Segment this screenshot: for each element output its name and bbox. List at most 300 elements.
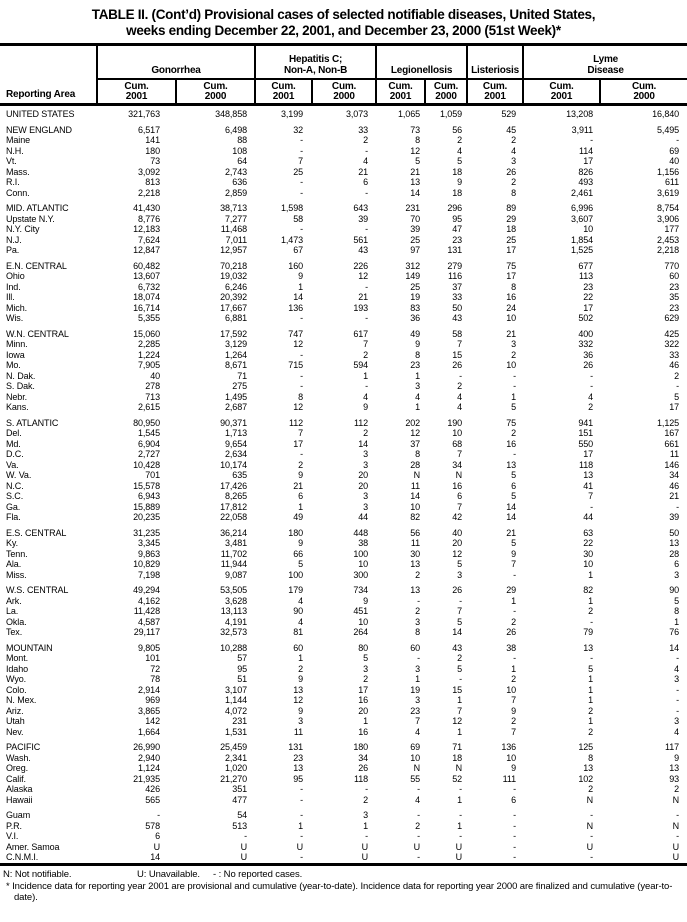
value-cell: - [513,820,517,831]
value-cell: 550 [578,438,594,449]
value-cell: 28 [410,459,421,470]
subcolumn-header-year: 2000 [435,91,457,102]
value-cell: 4 [457,145,463,156]
value-cell: - [300,187,304,198]
value-cell: 226 [353,260,369,271]
table-row [0,245,687,256]
reporting-area-cell: Ohio [6,271,25,281]
value-cell: 9 [511,548,517,559]
value-cell: 113 [578,271,594,281]
value-cell: 10 [506,752,517,763]
reporting-area-cell: Fla. [6,512,21,522]
column-group-label-line: Listeriosis [471,64,519,76]
value-cell: 7 [457,705,463,716]
reporting-area-cell: Kans. [6,402,29,412]
value-cell: 49,294 [133,585,160,595]
value-cell: 677 [578,260,594,271]
value-cell: 11 [293,726,304,737]
column-group-label-line: Hepatitis C; [288,54,343,65]
value-cell: 2 [588,606,594,616]
value-cell: 14 [410,187,421,198]
value-cell: 9 [415,339,421,349]
reporting-area-cell: E.N. CENTRAL [6,260,67,271]
table-row [0,167,687,178]
column-group-header [467,45,523,80]
table-row [0,512,687,523]
value-cell: 5 [457,559,463,569]
value-cell: 33 [358,124,369,135]
value-cell: 79 [583,627,594,637]
value-cell: 3,107 [224,684,248,695]
reporting-area-cell: Ga. [6,501,21,512]
value-cell: 45 [506,124,517,135]
reporting-area-cell: Mich. [6,302,28,313]
value-cell: 2 [363,674,369,684]
value-cell: 3 [363,449,369,459]
value-cell: 131 [447,245,463,255]
value-cell: 9 [363,402,369,412]
value-cell: 1,664 [137,726,160,737]
value-cell: 8,671 [224,360,248,370]
value-cell: 1,531 [224,726,248,737]
table-row [0,596,687,607]
value-cell: 13 [410,585,421,595]
value-cell: 2,687 [224,402,248,412]
value-cell: 146 [664,459,680,470]
value-cell: 5,355 [137,313,160,323]
reporting-area-cell: Vt. [6,156,17,166]
reporting-area-cell: Idaho [6,663,29,674]
value-cell: 23 [410,705,421,716]
value-cell: U [240,841,248,852]
value-cell: 67 [293,245,304,255]
subcolumn-header [255,79,312,105]
value-cell: 2 [298,663,304,674]
value-cell: 1,156 [657,166,680,177]
value-cell: 10 [506,684,517,695]
value-cell: 296 [447,203,463,213]
reporting-area-cell: Hawaii [6,794,33,805]
column-group-label-line: Non-A, Non-B [283,64,348,76]
value-cell: 117 [664,742,680,752]
table-row [0,643,687,654]
value-cell: 167 [664,428,680,438]
value-cell: - [365,281,369,292]
table-row [0,402,687,413]
value-cell: - [300,831,304,841]
disease-table [0,43,687,866]
value-cell: 22 [583,292,594,302]
value-cell: 4,587 [137,616,160,627]
value-cell: - [300,794,304,805]
table-row [0,261,687,272]
column-group-label-line: Gonorrhea [151,64,201,76]
value-cell: 9 [298,705,304,716]
subcolumn-header-cum: Cum. [388,81,413,92]
value-cell: 80,950 [133,417,160,428]
value-cell: 9 [298,470,304,480]
value-cell: N [586,794,594,805]
value-cell: 12 [452,548,463,559]
value-cell: 12 [410,145,421,156]
value-cell: 1,473 [280,234,304,245]
reporting-area-cell: Ind. [6,281,21,292]
value-cell: 13,113 [220,606,248,616]
value-cell: 4 [511,145,517,156]
value-cell: 34 [358,752,369,763]
value-cell: 2 [511,177,517,187]
value-cell: - [365,784,369,794]
value-cell: 47 [452,224,463,234]
value-cell: 52 [452,773,463,784]
value-cell: 3 [674,569,680,580]
table-row [0,460,687,471]
value-cell: 451 [353,606,369,616]
value-cell: 8,776 [137,213,160,224]
value-cell: N [413,470,421,480]
value-cell: 160 [288,260,304,271]
value-cell: 14 [150,852,160,862]
value-cell: 10 [583,224,594,234]
value-cell: 20 [358,705,369,716]
reporting-area-cell: Wash. [6,752,31,763]
value-cell: 71 [237,370,248,381]
value-cell: - [365,145,369,156]
value-cell: 2,859 [224,187,248,198]
value-cell: 9 [298,271,304,281]
value-cell: 3,199 [280,109,304,119]
table-row [0,350,687,361]
value-cell: U [455,852,463,862]
value-cell: 118 [353,773,369,784]
table-row [0,502,687,513]
value-cell: 18 [452,752,463,763]
value-cell: 4 [415,726,421,737]
value-cell: 12,183 [133,224,160,234]
value-cell: 5 [511,538,517,548]
value-cell: 26 [358,763,369,773]
value-cell: 561 [353,234,369,245]
value-cell: 10,829 [133,559,160,569]
value-cell: 13 [293,684,304,695]
value-cell: 20 [358,470,369,480]
value-cell: 6 [363,177,369,187]
value-cell: 60,482 [133,260,160,271]
value-cell: 7 [457,449,463,459]
value-cell: 3,619 [657,187,680,198]
table-row [0,392,687,403]
reporting-area-cell: N. Mex. [6,695,37,705]
value-cell: 3 [415,695,421,705]
table-row [0,224,687,235]
table-row [0,339,687,350]
value-cell: 2 [457,135,463,145]
value-cell: - [459,784,463,794]
value-cell: 643 [353,203,369,213]
value-cell: 38 [506,642,517,653]
table-row [0,795,687,806]
value-cell: 16 [358,726,369,737]
value-cell: 1 [588,695,594,705]
subcolumn-header-cum: Cum. [631,81,657,92]
value-cell: 23 [410,360,421,370]
value-cell: 95 [293,773,304,784]
value-cell: 57 [237,653,248,663]
value-cell: 112 [288,417,304,428]
table-row [0,821,687,832]
reporting-area-cell: Mont. [6,653,29,663]
value-cell: 50 [669,527,680,538]
value-cell: 264 [353,627,369,637]
value-cell: 4,162 [137,595,160,606]
value-cell: 70,218 [220,260,248,271]
value-cell: 19 [410,292,421,302]
value-cell: - [676,653,680,663]
value-cell: 2,743 [224,166,248,177]
value-cell: 26 [506,166,517,177]
value-cell: U [361,841,369,852]
value-cell: 71 [452,742,463,752]
value-cell: 58 [452,328,463,339]
value-cell: 23 [583,281,594,292]
value-cell: 275 [232,381,248,391]
value-cell: - [676,135,680,145]
value-cell: 41,430 [133,203,160,213]
value-cell: 5 [674,391,680,402]
value-cell: 13,208 [566,109,594,119]
value-cell: - [513,841,517,852]
reporting-area-cell: Md. [6,438,21,449]
value-cell: 29 [506,213,517,224]
value-cell: 713 [145,391,160,402]
value-cell: 1 [588,674,594,684]
value-cell: 969 [145,695,160,705]
value-cell: 39 [410,224,421,234]
table-row [0,125,687,136]
value-cell: 82 [410,512,421,522]
legend-line [3,869,687,880]
value-cell: 3 [415,616,421,627]
reporting-area-cell: E.S. CENTRAL [6,527,67,538]
value-cell: 73 [410,124,421,135]
table-row [0,188,687,199]
value-cell: - [300,224,304,234]
reporting-area-cell: P.R. [6,820,22,831]
value-cell: - [459,674,463,684]
value-cell: 10 [410,501,421,512]
value-cell: - [417,810,421,820]
reporting-area-cell: La. [6,606,19,616]
value-cell: 131 [288,742,304,752]
value-cell: 1 [363,370,369,381]
subcolumn-header-year: 2001 [125,91,148,102]
value-cell: N [586,820,594,831]
table-row [0,831,687,842]
value-cell: 7 [588,491,594,501]
value-cell: 2 [415,820,421,831]
value-cell: - [513,810,517,820]
value-cell: 100 [353,548,369,559]
value-cell: 95 [452,213,463,224]
value-cell: 12 [293,402,304,412]
value-cell: 36 [583,349,594,360]
subcolumn-header [376,79,425,105]
reporting-area-cell: NEW ENGLAND [6,124,72,135]
table-row [0,716,687,727]
table-row [0,753,687,764]
value-cell: 15,060 [133,328,160,339]
value-cell: 22 [583,538,594,548]
value-cell: U [455,841,463,852]
value-cell: 60 [669,271,680,281]
value-cell: - [676,831,680,841]
value-cell: 8 [511,187,517,198]
value-cell: 180 [145,145,160,156]
value-cell: - [300,177,304,187]
value-cell: 10,174 [220,459,248,470]
value-cell: 20 [452,538,463,548]
value-cell: 17,667 [220,302,248,313]
value-cell: 63 [583,527,594,538]
value-cell: U [296,841,304,852]
value-cell: 17 [506,271,517,281]
value-cell: 3 [457,569,463,580]
reporting-area-cell: Miss. [6,569,27,580]
value-cell: 3 [415,381,421,391]
subcolumn-header [523,79,600,105]
reporting-area-cell: D.C. [6,449,24,459]
value-cell: 4 [674,663,680,674]
value-cell: 35 [669,292,680,302]
value-cell: 73 [150,156,160,166]
value-cell: 50 [452,302,463,313]
value-cell: 701 [145,470,160,480]
table-row [0,810,687,821]
sub-header-row [0,79,687,105]
reporting-area-cell: Colo. [6,684,27,695]
table-row [0,727,687,738]
value-cell: 3 [363,491,369,501]
value-cell: 54 [237,810,248,820]
value-cell: 16 [506,292,517,302]
value-cell: 7 [457,339,463,349]
value-cell: 111 [502,773,517,784]
value-cell: - [590,616,594,627]
value-cell: 4 [298,595,304,606]
value-cell: 3 [363,459,369,470]
value-cell: 9 [511,705,517,716]
value-cell: 4 [363,156,369,166]
value-cell: 9 [363,595,369,606]
value-cell: 7 [511,726,517,737]
table-row [0,470,687,481]
table-row [0,203,687,214]
value-cell: 78 [150,674,160,684]
subcolumn-header-cum: Cum. [331,81,357,92]
value-cell: U [672,841,680,852]
value-cell: 136 [288,302,304,313]
value-cell: 9,654 [224,438,248,449]
value-cell: 4,072 [224,705,248,716]
reporting-area-cell: Okla. [6,616,27,627]
value-cell: - [590,852,594,862]
subcolumn-header [600,79,687,105]
value-cell: 4 [415,391,421,402]
table-header [0,45,687,105]
value-cell: 17 [506,245,517,255]
value-cell: 38,713 [220,203,248,213]
value-cell: 351 [232,784,248,794]
value-cell: - [590,653,594,663]
table-row [0,135,687,146]
reporting-area-cell: N.J. [6,234,22,245]
value-cell: 75 [506,260,517,271]
reporting-area-cell: W. Va. [6,470,32,480]
reporting-area-cell: N. Dak. [6,370,36,381]
value-cell: 6 [511,794,517,805]
value-cell: 44 [583,512,594,522]
reporting-area-cell: MID. ATLANTIC [6,203,69,213]
value-cell: 23 [669,302,680,313]
value-cell: - [590,831,594,841]
table-row [0,653,687,664]
column-group-label-line: Disease [587,64,624,76]
value-cell: 2 [588,705,594,716]
value-cell: - [459,810,463,820]
table-row [0,439,687,450]
value-cell: 770 [664,260,680,271]
value-cell: 34 [669,470,680,480]
value-cell: 617 [353,328,369,339]
subcolumn-header [312,79,376,105]
value-cell: 12 [358,271,369,281]
value-cell: - [417,852,421,862]
value-cell: 12 [452,716,463,726]
value-cell: 13 [293,763,304,773]
value-cell: 1,065 [398,109,421,119]
value-cell: 1,264 [224,349,248,360]
value-cell: 9 [457,177,463,187]
value-cell: 4,191 [224,616,248,627]
subcolumn-header-year: 2000 [633,91,655,102]
value-cell: 6 [457,491,463,501]
value-cell: 2 [674,370,680,381]
value-cell: 231 [405,203,421,213]
value-cell: 12,847 [133,245,160,255]
value-cell: 13,607 [133,271,160,281]
value-cell: 4 [415,794,421,805]
value-cell: 1,124 [137,763,160,773]
value-cell: 7 [298,156,304,166]
value-cell: 26,990 [133,742,160,752]
value-cell: - [157,810,160,820]
subcolumn-header [425,79,467,105]
value-cell: 1 [415,370,421,381]
value-cell: 2,727 [137,449,160,459]
subcolumn-header-cum: Cum. [124,81,149,92]
value-cell: 14 [669,642,680,653]
value-cell: 3,628 [224,595,248,606]
value-cell: 32 [293,124,304,135]
value-cell: 2,218 [657,245,680,255]
value-cell: 2,461 [571,187,594,198]
value-cell: 21 [669,491,680,501]
value-cell: 21,270 [220,773,248,784]
value-cell: - [300,784,304,794]
value-cell: - [459,831,463,841]
value-cell: - [417,784,421,794]
value-cell: 1 [457,820,463,831]
